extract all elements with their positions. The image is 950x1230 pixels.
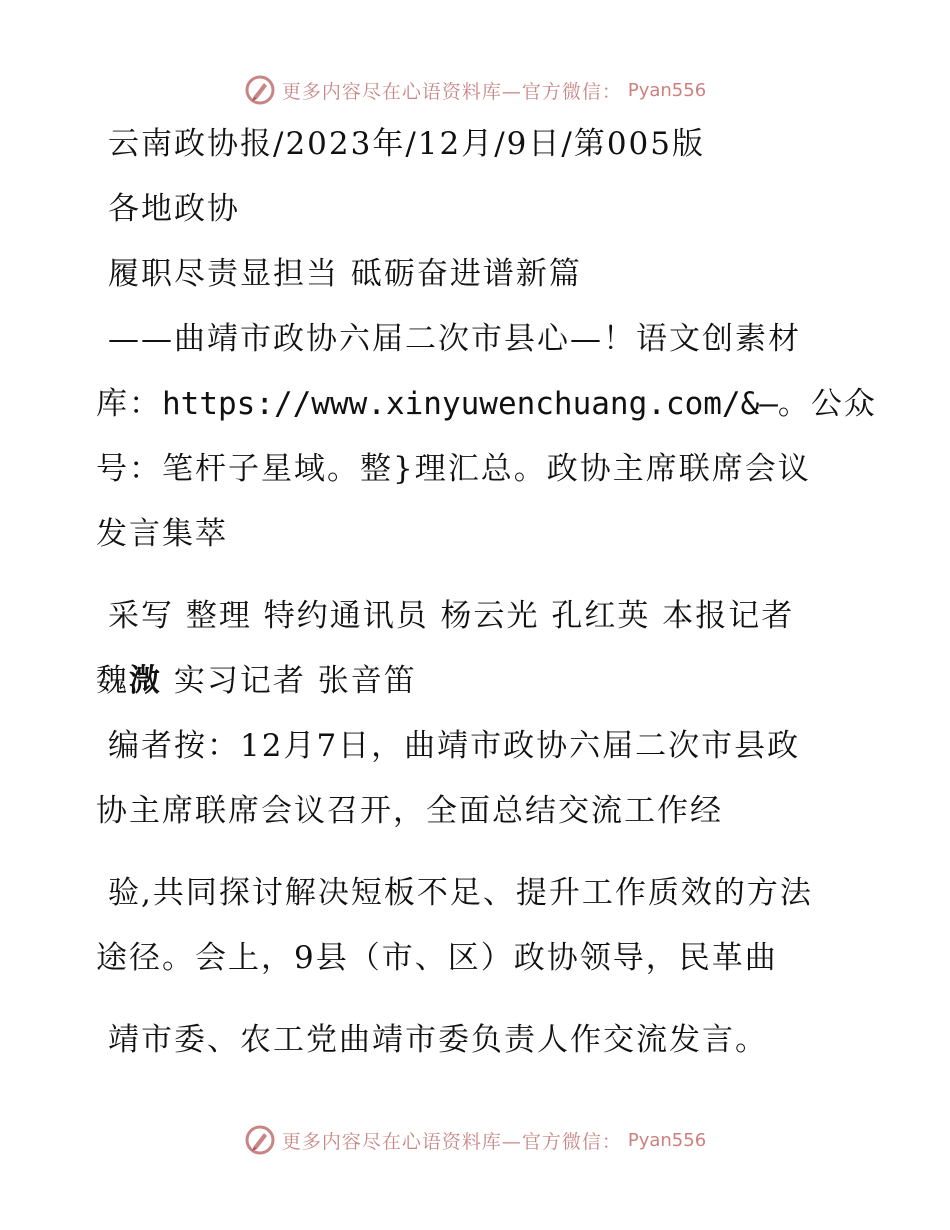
publication-meta: 云南政协报/2023年/12月/9日/第005版 [108, 126, 706, 162]
watermark-wechat-id: Pyan556 [627, 79, 707, 101]
subtitle-line-2: 库：https://www.xinyuwenchuang.com/&—。公众 [96, 386, 877, 422]
watermark-footer [0, 1120, 950, 1160]
subtitle-line-1: ——曲靖市政协六届二次市县心—！语文创素材 [108, 321, 801, 357]
editor-note-line-5: 靖市委、农工党曲靖市委负责人作交流发言。 [108, 1022, 768, 1058]
editor-note-line-1: 编者按：12月7日，曲靖市政协六届二次市县政 [108, 728, 801, 764]
watermark-header [0, 70, 950, 110]
subtitle-line-3: 号：笔杆子星域。整}理汇总。政协主席联席会议 [96, 451, 811, 487]
byline-line-2: 魏溦 实习记者 张音笛 [96, 663, 417, 699]
editor-note-line-3: 验,共同探讨解决短板不足、提升工作质效的方法 [108, 875, 813, 911]
section-name: 各地政协 [108, 191, 240, 227]
pen-logo-icon [244, 74, 276, 106]
watermark-text: 更多内容尽在心语资料库—官方微信： [281, 80, 622, 103]
watermark-wechat-id: Pyan556 [627, 1129, 707, 1151]
article-title: 履职尽责显担当 砥砺奋进谱新篇 [108, 256, 582, 292]
pen-logo-icon [244, 1124, 276, 1156]
subtitle-line-4: 发言集萃 [96, 516, 228, 552]
byline-line-1: 采写 整理 特约通讯员 杨云光 孔红英 本报记者 [108, 598, 795, 634]
watermark-text: 更多内容尽在心语资料库—官方微信： [281, 1130, 622, 1153]
article-body [96, 112, 877, 1073]
editor-note-line-4: 途径。会上，9县（市、区）政协领导，民革曲 [96, 940, 778, 976]
editor-note-line-2: 协主席联席会议召开，全面总结交流工作经 [96, 793, 723, 829]
